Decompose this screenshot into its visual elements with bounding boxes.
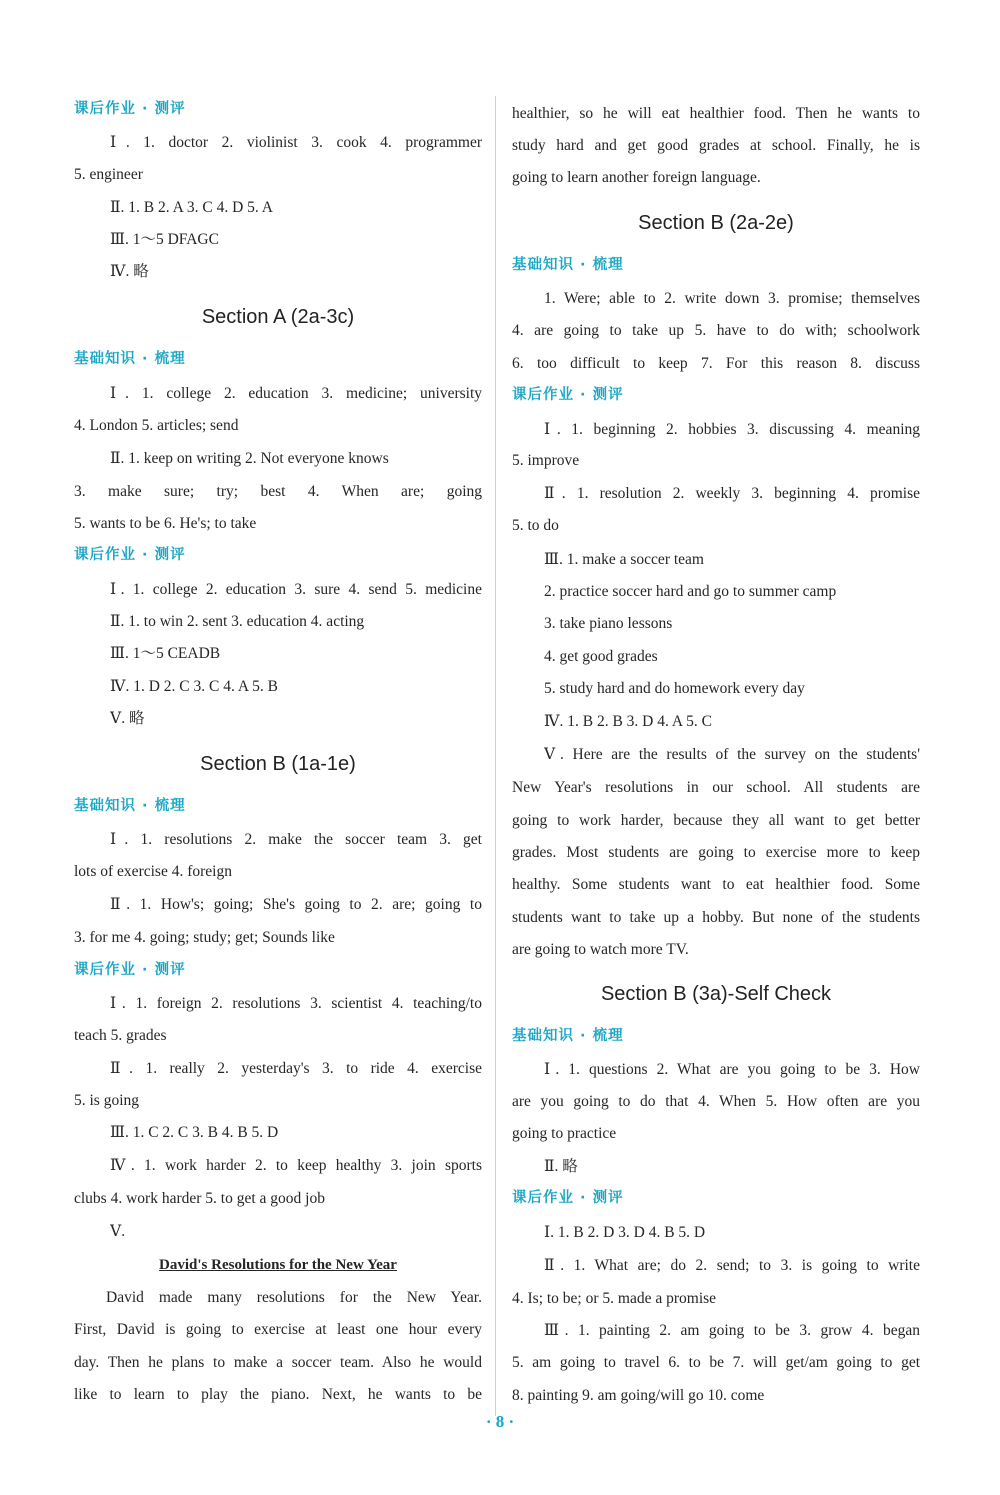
- answer-line: Ⅱ. 1. really 2. yesterday's 3. to ride 4. exercise: [110, 1060, 482, 1077]
- answer-line: 4. Is; to be; or 5. made a promise: [512, 1290, 717, 1307]
- essay-line: study hard and get good grades at school. Finally, he is: [512, 137, 920, 154]
- section-heading: Section B (1a-1e): [200, 753, 356, 775]
- section-heading: Section B (3a)-Self Check: [600, 983, 832, 1005]
- section-label: 基础知识 · 梳理: [512, 257, 624, 273]
- column-divider: [495, 96, 496, 1416]
- section-label: 课后作业 · 测评: [74, 101, 186, 117]
- section-label: 基础知识 · 梳理: [74, 351, 186, 367]
- section-label: 基础知识 · 梳理: [512, 1028, 624, 1044]
- answer-line: going to practice: [512, 1125, 617, 1142]
- essay-line: going to work harder, because they all want to get better: [512, 812, 920, 829]
- answer-line: are you going to do that 4. When 5. How often are you: [512, 1093, 920, 1110]
- section-heading: Section B (2a-2e): [638, 212, 794, 234]
- answer-line: Ⅲ. 1. make a soccer team: [544, 551, 704, 568]
- answer-line: Ⅱ. 1. What are; do 2. send; to 3. is going to write: [544, 1257, 920, 1274]
- essay-line: are going to watch more TV.: [512, 941, 689, 958]
- section-label: 课后作业 · 测评: [74, 962, 186, 978]
- answer-line: 5. to do: [512, 517, 559, 534]
- answer-line: 6. too difficult to keep 7. For this reason 8. discuss: [512, 355, 920, 372]
- essay-title: David's Resolutions for the New Year: [159, 1257, 397, 1273]
- answer-line: 5. improve: [512, 452, 580, 469]
- answer-line: Ⅰ. 1. beginning 2. hobbies 3. discussing 4. meaning: [544, 421, 920, 438]
- answer-line: 3. take piano lessons: [544, 615, 673, 632]
- answer-line: Ⅳ. 1. B 2. B 3. D 4. A 5. C: [544, 713, 712, 730]
- essay-line: like to learn to play the piano. Next, he wants to be: [74, 1386, 482, 1403]
- answer-line: Ⅰ. 1. college 2. education 3. sure 4. send 5. medicine: [110, 581, 482, 598]
- answer-line: Ⅲ. 1～5 DFAGC: [110, 231, 219, 248]
- essay-line: students want to take up a hobby. But none of the students: [512, 909, 920, 926]
- answer-line: 3. for me 4. going; study; get; Sounds like: [74, 929, 335, 946]
- section-label: 课后作业 · 测评: [512, 387, 624, 403]
- section-label: 基础知识 · 梳理: [74, 798, 186, 814]
- answer-line: 5. is going: [74, 1092, 140, 1109]
- answer-line: 5. engineer: [74, 166, 143, 183]
- essay-line: healthy. Some students want to eat healthier food. Some: [512, 876, 920, 893]
- answer-line: Ⅱ. 1. B 2. A 3. C 4. D 5. A: [110, 199, 273, 216]
- answer-line: 5. study hard and do homework every day: [544, 680, 805, 697]
- answer-line: Ⅱ. 略: [544, 1158, 578, 1175]
- answer-line: 2. practice soccer hard and go to summer camp: [544, 583, 837, 600]
- answer-line: Ⅱ. 1. to win 2. sent 3. education 4. acting: [110, 613, 365, 630]
- answer-line: Ⅲ. 1. C 2. C 3. B 4. B 5. D: [110, 1124, 279, 1141]
- answer-line: lots of exercise 4. foreign: [74, 863, 232, 880]
- answer-line: Ⅲ. 1. painting 2. am going to be 3. grow 4. began: [544, 1322, 920, 1339]
- answer-line: 5. am going to travel 6. to be 7. will get/am going to get: [512, 1354, 920, 1371]
- answer-line: teach 5. grades: [74, 1027, 167, 1044]
- answer-line: 4. London 5. articles; send: [74, 417, 239, 434]
- answer-line: Ⅱ. 1. resolution 2. weekly 3. beginning 4. promise: [544, 485, 920, 502]
- answer-line: 8. painting 9. am going/will go 10. come: [512, 1387, 765, 1404]
- answer-line: Ⅰ. 1. foreign 2. resolutions 3. scientist 4. teaching/to: [110, 995, 482, 1012]
- essay-line: grades. Most students are going to exercise more to keep: [512, 844, 920, 861]
- answer-line: Ⅰ. 1. resolutions 2. make the soccer team 3. get: [110, 831, 482, 848]
- essay-line: David made many resolutions for the New Year.: [106, 1289, 482, 1306]
- answer-line: Ⅳ. 1. D 2. C 3. C 4. A 5. B: [110, 678, 278, 695]
- answer-line: Ⅰ. 1. B 2. D 3. D 4. B 5. D: [544, 1224, 706, 1241]
- answer-line: Ⅴ. 略: [110, 710, 145, 727]
- answer-line: Ⅱ. 1. How's; going; She's going to 2. are; going to: [110, 896, 482, 913]
- essay-line: New Year's resolutions in our school. All students are: [512, 779, 920, 796]
- answer-line: Ⅳ. 略: [110, 263, 149, 280]
- section-heading: Section A (2a-3c): [201, 306, 355, 328]
- essay-line: First, David is going to exercise at least one hour every: [74, 1321, 482, 1338]
- section-label: 课后作业 · 测评: [512, 1190, 624, 1206]
- essay-line: healthier, so he will eat healthier food. Then he wants to: [512, 105, 920, 122]
- section-label: 课后作业 · 测评: [74, 547, 186, 563]
- answer-line: 5. wants to be 6. He's; to take: [74, 515, 257, 532]
- answer-line: Ⅰ. 1. college 2. education 3. medicine; university: [110, 385, 482, 402]
- essay-line: day. Then he plans to make a soccer team. Also he would: [74, 1354, 482, 1371]
- answer-line: 4. are going to take up 5. have to do with; schoolwork: [512, 322, 920, 339]
- answer-line: Ⅰ. 1. questions 2. What are you going to be 3. How: [544, 1061, 920, 1078]
- answer-line: Ⅲ. 1～5 CEADB: [110, 645, 221, 662]
- answer-line: 1. Were; able to 2. write down 3. promise; themselves: [544, 290, 920, 307]
- answer-line: Ⅰ. 1. doctor 2. violinist 3. cook 4. programmer: [110, 134, 482, 151]
- essay-line: Ⅴ. Here are the results of the survey on the students': [544, 746, 920, 763]
- answer-line: 4. get good grades: [544, 648, 658, 665]
- answer-line: Ⅴ.: [110, 1223, 126, 1240]
- answer-line: 3. make sure; try; best 4. When are; going: [74, 483, 482, 500]
- essay-line: going to learn another foreign language.: [512, 169, 761, 186]
- answer-line: clubs 4. work harder 5. to get a good job: [74, 1190, 325, 1207]
- answer-line: Ⅱ. 1. keep on writing 2. Not everyone knows: [110, 450, 389, 467]
- page-number: · 8 ·: [485, 1412, 515, 1431]
- answer-line: Ⅳ. 1. work harder 2. to keep healthy 3. join sports: [110, 1157, 482, 1174]
